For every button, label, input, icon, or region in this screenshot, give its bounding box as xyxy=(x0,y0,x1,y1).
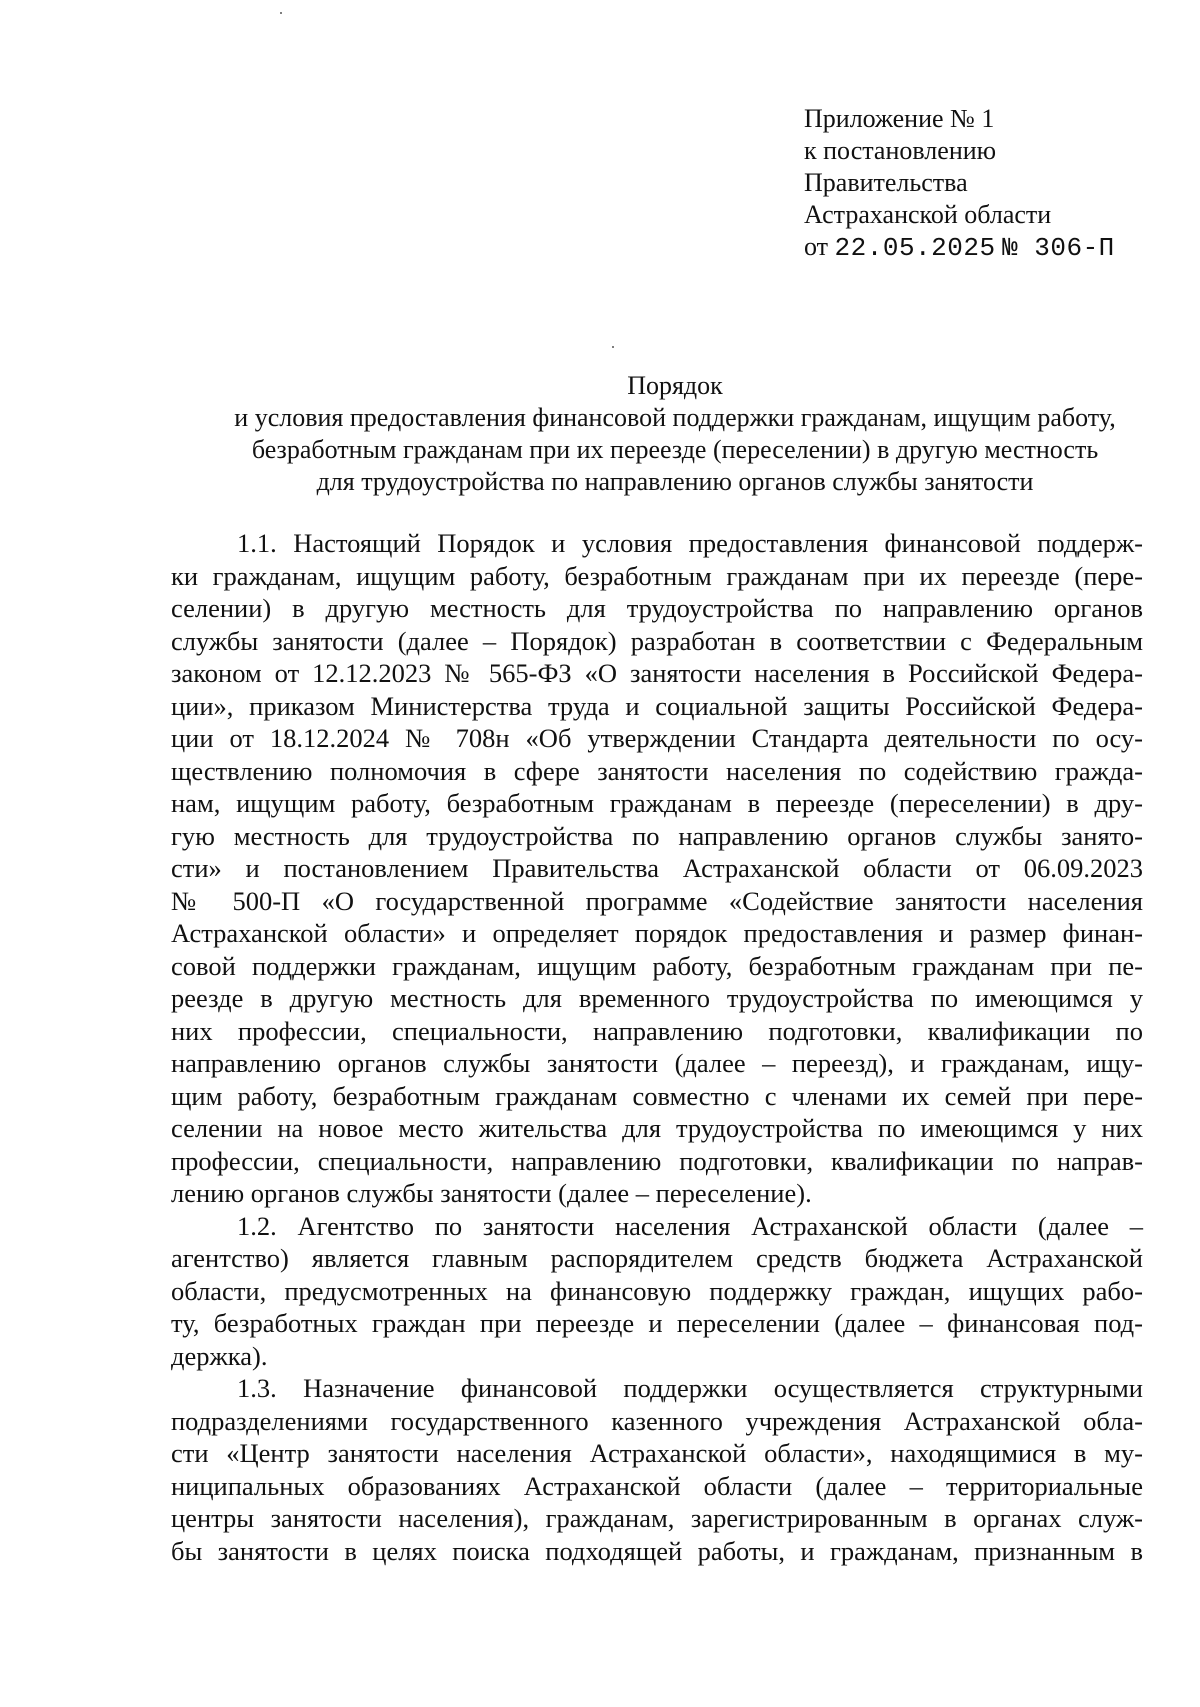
title-line: для трудоустройства по направлению органов службы занятости xyxy=(316,467,1034,496)
body-line: агентство) является главным распорядителем средств бюджета Астраханской xyxy=(171,1243,1143,1273)
body-line: 1.3. Назначение финансовой поддержки осуществляется структурными xyxy=(237,1373,1143,1403)
body-line: ки гражданам, ищущим работу, безработным гражданам при их переезде (пере- xyxy=(171,560,1143,591)
annex-to-resolution: к постановлению xyxy=(804,136,997,165)
body-line: ществлению полномочия в сфере занятости населения по содействию гражда- xyxy=(171,755,1143,786)
body-line: сти «Центр занятости населения Астраханской области», находящимися в му- xyxy=(171,1438,1143,1468)
document-body xyxy=(171,527,1143,1567)
title-line: безработным гражданам при их переезде (переселении) в другую местность xyxy=(251,435,1099,464)
title-heading: Порядок xyxy=(627,371,723,400)
body-line: № 500-П «О государственной программе «Содействие занятости населения xyxy=(171,885,1143,916)
body-line: направлению органов службы занятости (далее – переезд), и гражданам, ищу- xyxy=(171,1048,1143,1078)
annex-government: Правительства xyxy=(804,168,968,197)
body-line: нам, ищущим работу, безработным гражданам в переезде (переселении) в дру- xyxy=(171,788,1143,818)
body-line: 1.1. Настоящий Порядок и условия предоставления финансовой поддерж- xyxy=(237,528,1143,558)
body-line: законом от 12.12.2023 № 565-ФЗ «О занятости населения в Российской Федера- xyxy=(171,658,1143,688)
body-line: щим работу, безработным гражданам совместно с членами их семей при пере- xyxy=(171,1080,1143,1111)
annex-title: Приложение № 1 xyxy=(804,104,995,133)
body-line: держка). xyxy=(171,1340,268,1371)
body-line: реезде в другую местность для временного трудоустройства по имеющимся у xyxy=(171,983,1143,1013)
body-line: ции от 18.12.2024 № 708н «Об утверждении Стандарта деятельности по осу- xyxy=(171,723,1143,753)
title-line: и условия предоставления финансовой поддержки гражданам, ищущим работу, xyxy=(234,403,1116,432)
body-line: ниципальных образованиях Астраханской области (далее – территориальные xyxy=(171,1470,1143,1501)
body-line: центры занятости населения), гражданам, зарегистрированным в органах служ- xyxy=(171,1503,1143,1533)
document-title xyxy=(150,370,1200,498)
annex-region: Астраханской области xyxy=(804,200,1052,229)
body-line: селении на новое место жительства для трудоустройства по имеющимся у них xyxy=(171,1113,1143,1143)
annex-date-prefix: от xyxy=(804,232,829,261)
body-line: совой поддержки гражданам, ищущим работу, безработным гражданам при пе- xyxy=(171,950,1143,981)
scan-speck xyxy=(612,346,614,348)
annex-number: № 306-П xyxy=(1002,233,1115,263)
scan-speck xyxy=(280,12,282,14)
body-line: ции», приказом Министерства труда и социальной защиты Российской Федера- xyxy=(171,690,1143,721)
body-line: бы занятости в целях поиска подходящей работы, и гражданам, признанным в xyxy=(171,1535,1143,1566)
body-line: профессии, специальности, направлению подготовки, квалификации по направ- xyxy=(171,1145,1143,1176)
body-line: лению органов службы занятости (далее – переселение). xyxy=(171,1178,812,1208)
body-line: области, предусмотренных на финансовую поддержку граждан, ищущих рабо- xyxy=(171,1275,1143,1306)
body-line: них профессии, специальности, направлению подготовки, квалификации по xyxy=(171,1015,1143,1046)
body-line: службы занятости (далее – Порядок) разработан в соответствии с Федеральным xyxy=(171,625,1143,656)
body-line: гую местность для трудоустройства по направлению органов службы занято- xyxy=(171,820,1143,851)
body-line: 1.2. Агентство по занятости населения Астраханской области (далее – xyxy=(237,1210,1143,1241)
body-line: сти» и постановлением Правительства Астраханской области от 06.09.2023 xyxy=(171,853,1143,883)
body-line: подразделениями государственного казенного учреждения Астраханской обла- xyxy=(171,1405,1143,1436)
annex-date-number xyxy=(804,231,1164,264)
body-line: Астраханской области» и определяет порядок предоставления и размер финан- xyxy=(171,918,1143,948)
annex-date: 22.05.2025 xyxy=(834,233,996,263)
body-line: селении) в другую местность для трудоустройства по направлению органов xyxy=(171,593,1143,623)
body-line: ту, безработных граждан при переезде и переселении (далее – финансовая под- xyxy=(171,1308,1143,1338)
annex-header xyxy=(804,103,1164,264)
